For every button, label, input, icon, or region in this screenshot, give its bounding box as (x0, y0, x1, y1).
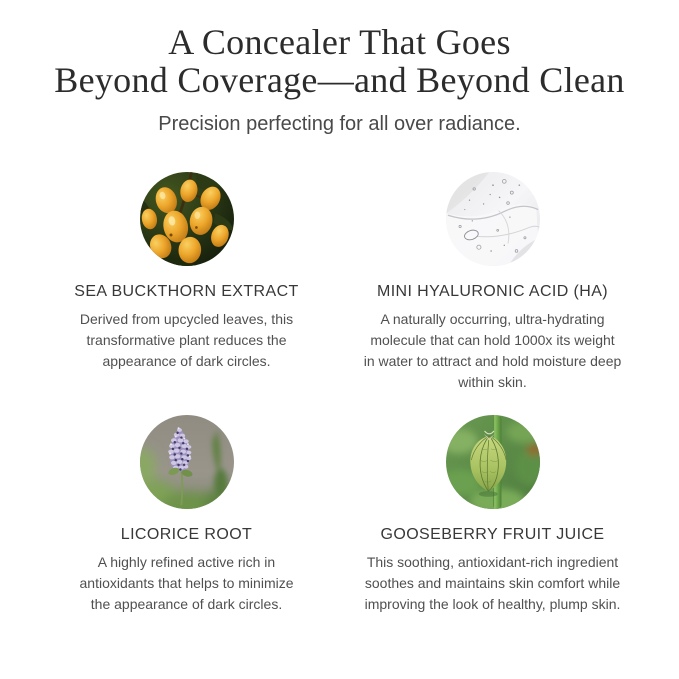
ingredient-grid (0, 172, 679, 615)
header (0, 0, 679, 136)
ingredient-description: A highly refined active rich in antioxidants that helps to minimize the appearance of dark circles. (79, 554, 294, 612)
ingredient-card-sea-buckthorn (34, 172, 340, 393)
sea-buckthorn-photo (140, 172, 234, 266)
ingredient-card-gooseberry (340, 415, 646, 615)
ingredient-description: A naturally occurring, ultra-hydrating molecule that can hold 1000x its weight in water to attract and hold moisture deep within skin. (363, 311, 622, 390)
gooseberry-photo (446, 415, 540, 509)
sea-buckthorn-berries-image (140, 172, 234, 266)
ingredient-description: This soothing, antioxidant-rich ingredient soothes and maintains skin comfort while improving the look of healthy, plump skin. (364, 554, 621, 612)
page-title-line-1: A Concealer That Goes (168, 22, 511, 62)
ingredient-card-hyaluronic-acid (340, 172, 646, 393)
gooseberry-husk-image (446, 415, 540, 509)
ingredient-name: SEA BUCKTHORN EXTRACT (74, 283, 299, 300)
hyaluronic-acid-photo (446, 172, 540, 266)
gel-texture-image (446, 172, 540, 266)
ingredient-name: LICORICE ROOT (120, 526, 253, 543)
licorice-flower-image (140, 415, 234, 509)
licorice-root-photo (140, 415, 234, 509)
page-title (0, 23, 679, 99)
ingredient-description: Derived from upcycled leaves, this transformative plant reduces the appearance of dark circles. (79, 311, 294, 369)
ingredient-card-licorice-root (34, 415, 340, 615)
page-subtitle: Precision perfecting for all over radiance. (158, 113, 521, 135)
ingredient-name: MINI HYALURONIC ACID (HA) (376, 283, 609, 300)
ingredient-name: GOOSEBERRY FRUIT JUICE (380, 526, 605, 543)
page-title-line-2: Beyond Coverage—and Beyond Clean (54, 60, 625, 100)
